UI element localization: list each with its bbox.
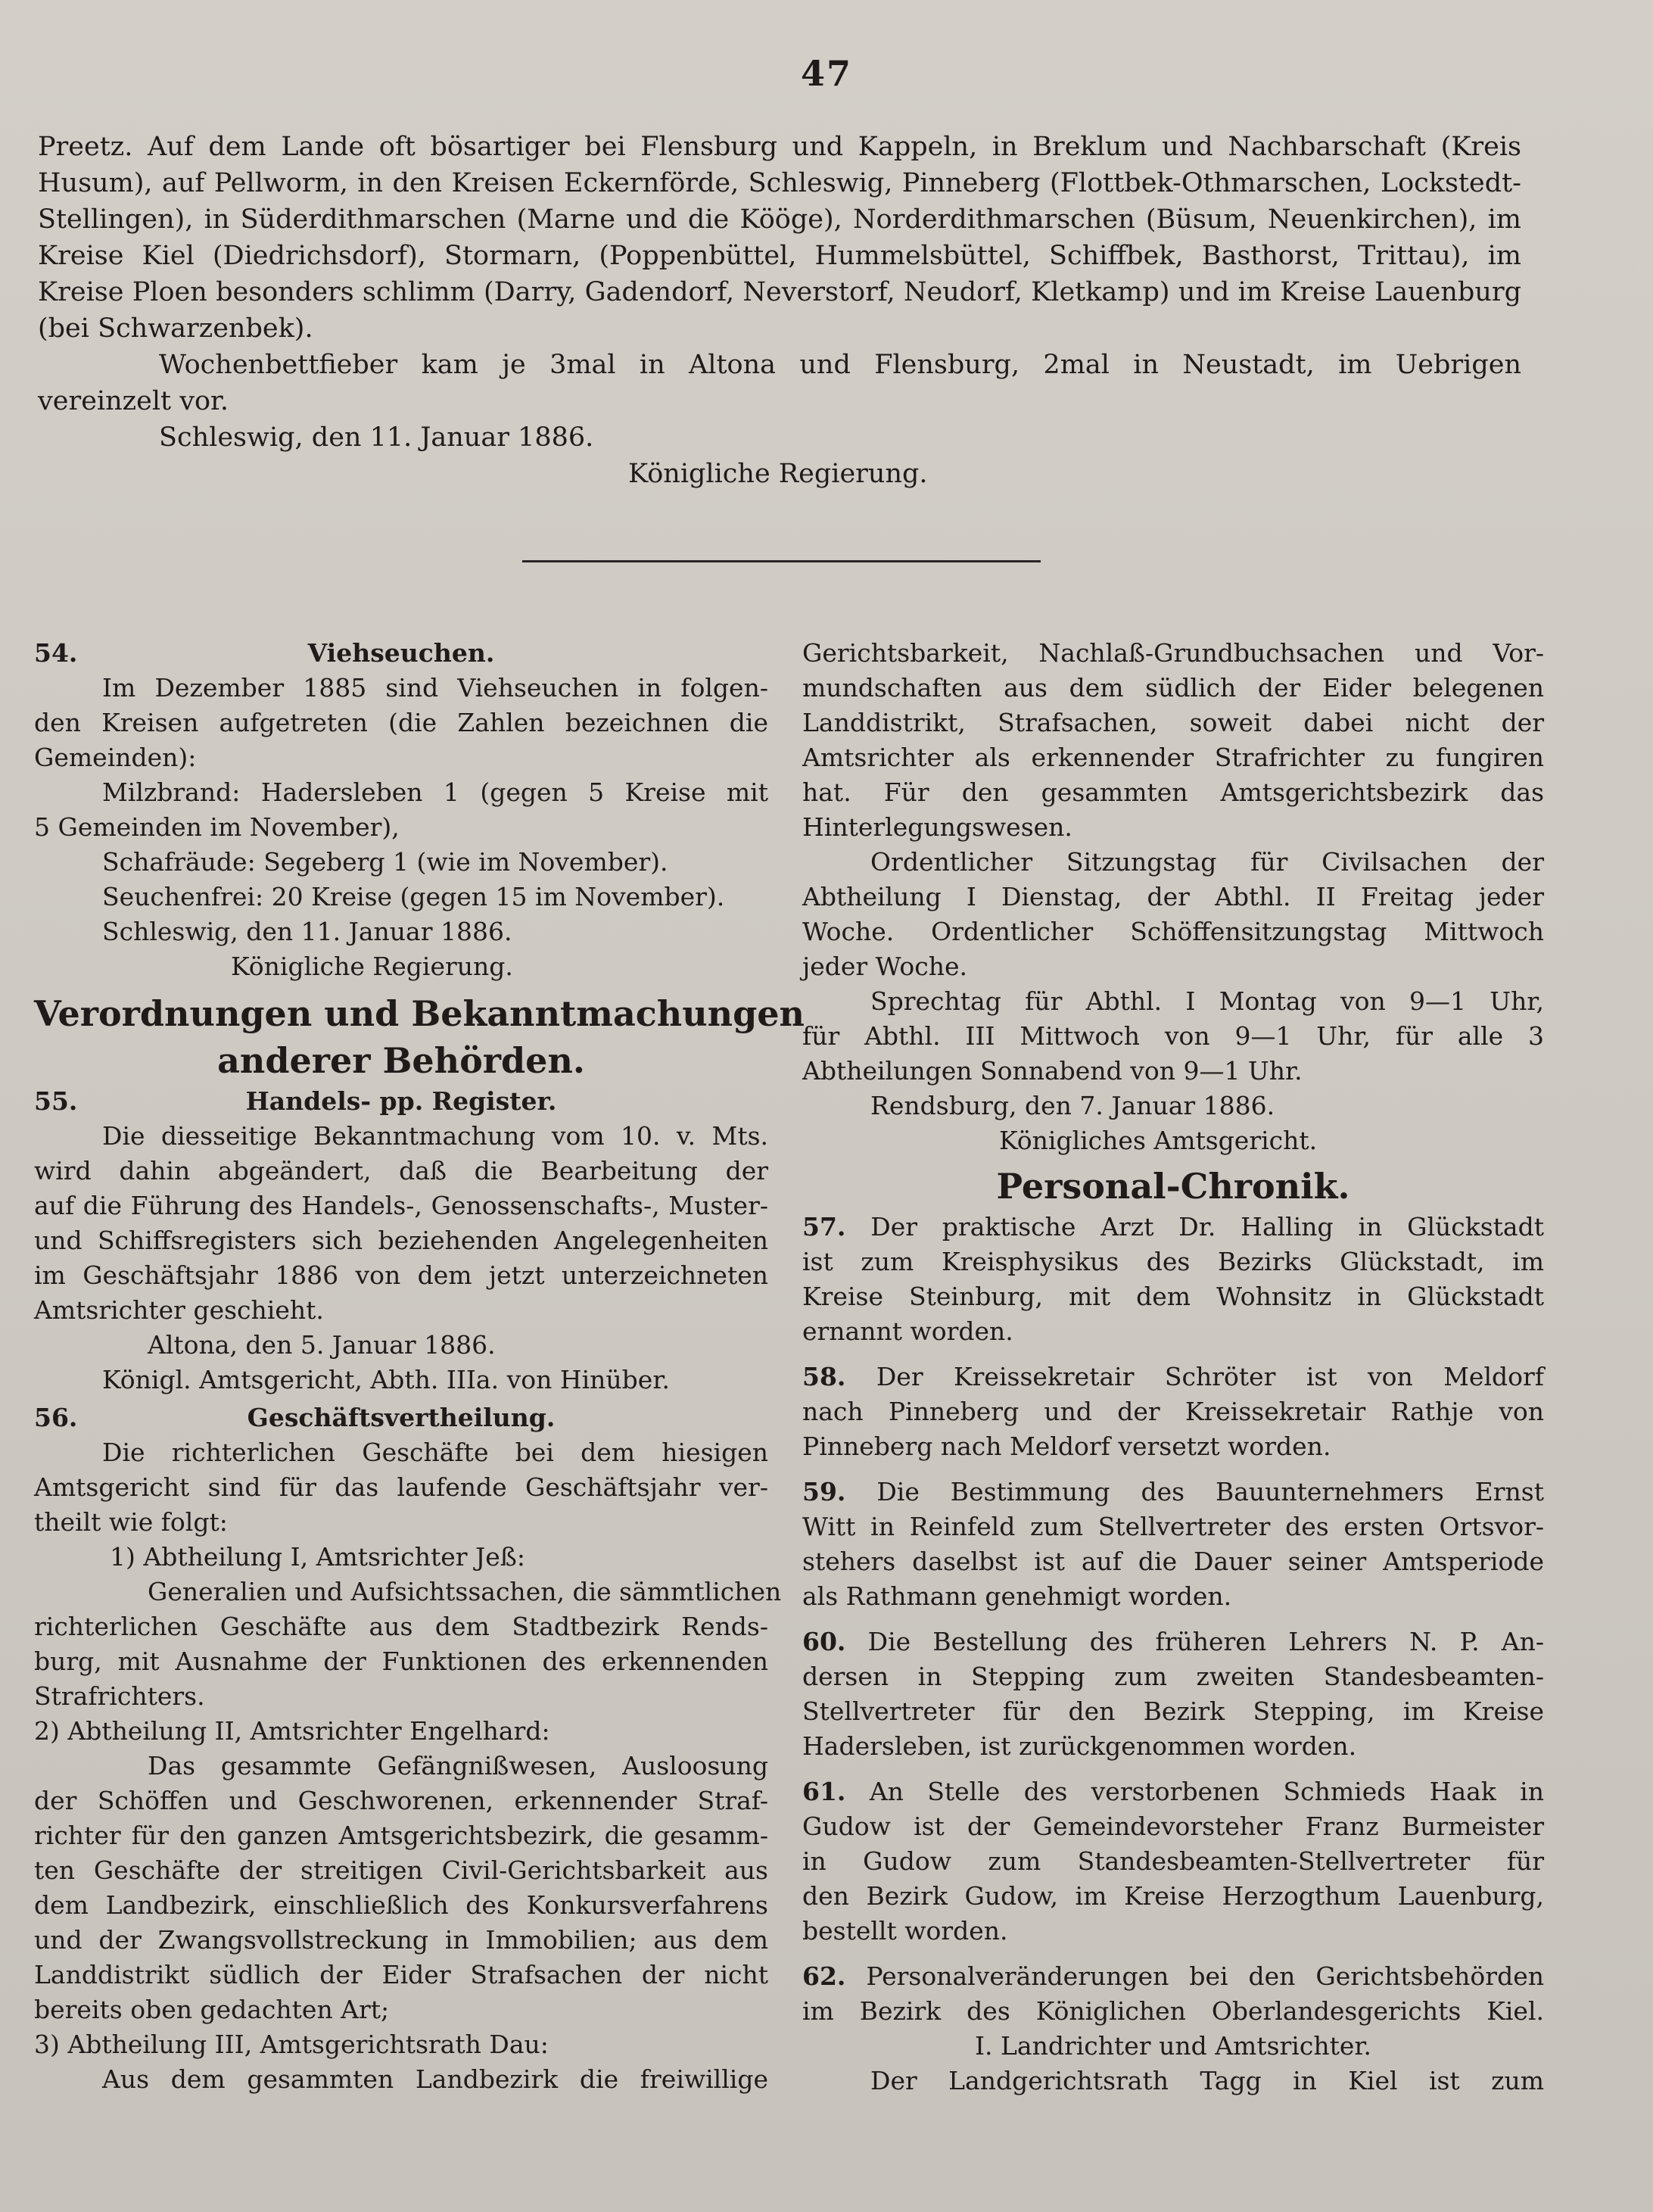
text-line: Hadersleben, ist zurückgenommen worden.: [802, 1731, 1357, 1761]
text-line: 5 Gemeinden im November),: [34, 812, 400, 842]
signature-line: Königliche Regierung.: [231, 952, 513, 981]
date-line: Schleswig, den 11. Januar 1886.: [159, 422, 594, 453]
text-line: Wochenbettfieber kam je 3mal in Altona und Flensburg, 2mal in Neustadt, im Uebrigen: [159, 350, 1521, 380]
section-number: 61.: [802, 1777, 846, 1806]
text-line: Der praktische Arzt Dr. Halling in Glückstadt: [870, 1212, 1544, 1242]
intro-block: [38, 129, 1521, 492]
text-line: Die Bestimmung des Bauunternehmers Ernst: [876, 1477, 1544, 1506]
text-line: Stellingen), in Süderdithmarschen (Marne und die Kööge), Norderdithmarschen (Büsum, Neuenkirchen), im: [38, 204, 1521, 235]
text-line: jeder Woche.: [802, 952, 967, 981]
text-line: im Bezirk des Königlichen Oberlandesgerichts Kiel.: [802, 1996, 1544, 2026]
section-59-first-line: [802, 1475, 1544, 1509]
section-58-first-line: [802, 1360, 1544, 1394]
text-line: nach Pinneberg und der Kreissekretair Rathje von: [802, 1397, 1544, 1426]
text-line: den Bezirk Gudow, im Kreise Herzogthum Lauenburg,: [802, 1881, 1544, 1911]
text-line: stehers daselbst ist auf die Dauer seiner Amtsperiode: [802, 1547, 1544, 1576]
section-title: Viehseuchen.: [307, 638, 495, 668]
section-55-header: [34, 1084, 768, 1119]
section-number: 57.: [802, 1212, 846, 1242]
text-line: und Schiffsregisters sich beziehenden Angelegenheiten: [34, 1226, 768, 1255]
text-line: Pinneberg nach Meldorf versetzt worden.: [802, 1432, 1331, 1461]
text-line: richterlichen Geschäfte aus dem Stadtbezirk Rends-: [34, 1612, 768, 1641]
text-line: Aus dem gesammten Landbezirk die freiwillige: [102, 2064, 768, 2094]
text-line: Kreise Ploen besonders schlimm (Darry, Gadendorf, Neverstorf, Neudorf, Kletkamp) und im Kreise Lauenburg: [38, 277, 1521, 307]
section-54-header: [34, 636, 768, 671]
text-line: Strafrichters.: [34, 1681, 205, 1711]
spacer: [802, 1614, 1544, 1625]
text-line: ist zum Kreisphysikus des Bezirks Glückstadt, im: [802, 1247, 1544, 1276]
text-line: Kreise Steinburg, mit dem Wohnsitz in Glückstadt: [802, 1282, 1544, 1311]
text-line: dersen in Stepping zum zweiten Standesbeamten-: [802, 1662, 1544, 1691]
text-line: für Abthl. III Mittwoch von 9—1 Uhr, für alle 3: [802, 1021, 1544, 1051]
subheading: I. Landrichter und Amtsrichter.: [974, 2031, 1372, 2061]
date-line: Rendsburg, den 7. Januar 1886.: [870, 1091, 1275, 1120]
section-60-first-line: [802, 1625, 1544, 1659]
text-line: mundschaften aus dem südlich der Eider belegenen: [802, 673, 1544, 703]
section-number: 60.: [802, 1627, 846, 1656]
text-line: theilt wie folgt:: [34, 1507, 228, 1537]
text-line: Personalveränderungen bei den Gerichtsbehörden: [866, 1961, 1544, 1991]
text-line: 2) Abtheilung II, Amtsrichter Engelhard:: [34, 1716, 550, 1746]
text-line: Sprechtag für Abthl. I Montag von 9—1 Uhr,: [870, 986, 1544, 1016]
spacer: [802, 1349, 1544, 1360]
section-62-first-line: [802, 1959, 1544, 1994]
section-number: 56.: [34, 1403, 78, 1432]
text-line: richter für den ganzen Amtsgerichtsbezirk, die gesamm-: [34, 1821, 768, 1850]
text-line: Landdistrikt, Strafsachen, soweit dabei nicht der: [802, 708, 1544, 737]
text-line: Der Landgerichtsrath Tagg in Kiel ist zum: [870, 2066, 1544, 2095]
text-line: den Kreisen aufgetreten (die Zahlen bezeichnen die: [34, 708, 768, 737]
text-line: Der Kreissekretair Schröter ist von Meldorf: [876, 1362, 1544, 1391]
text-line: Die Bestellung des früheren Lehrers N. P. An-: [867, 1627, 1545, 1656]
section-number: 55.: [34, 1086, 78, 1116]
text-line: Die diesseitige Bekanntmachung vom 10. v. Mts.: [102, 1121, 768, 1151]
text-line: als Rathmann genehmigt worden.: [802, 1581, 1232, 1611]
section-57-first-line: [802, 1210, 1544, 1245]
section-number: 62.: [802, 1961, 846, 1991]
section-number: 59.: [802, 1477, 846, 1506]
section-number: 58.: [802, 1362, 846, 1391]
spacer: [802, 1464, 1544, 1475]
signature-line: Königliches Amtsgericht.: [999, 1126, 1318, 1155]
text-line: Gemeinden):: [34, 743, 197, 772]
text-line: Hinterlegungswesen.: [802, 812, 1072, 842]
text-line: Stellvertreter für den Bezirk Stepping, im Kreise: [802, 1696, 1544, 1726]
text-line: (bei Schwarzenbek).: [38, 313, 313, 344]
text-line: Das gesammte Gefängnißwesen, Ausloosung: [148, 1751, 768, 1781]
text-line: wird dahin abgeändert, daß die Bearbeitung der: [34, 1156, 768, 1185]
left-column: [34, 636, 805, 2097]
text-line: und der Zwangsvollstreckung in Immobilien; aus dem: [34, 1925, 768, 1955]
text-line: burg, mit Ausnahme der Funktionen des erkennenden: [34, 1647, 768, 1676]
text-line: hat. Für den gesammten Amtsgerichtsbezirk das: [802, 777, 1544, 807]
right-column: [802, 636, 1544, 2098]
text-line: Die richterlichen Geschäfte bei dem hiesigen: [102, 1438, 768, 1467]
text-line: Amtsrichter geschieht.: [34, 1295, 324, 1325]
text-line: Woche. Ordentlicher Schöffensitzungstag Mittwoch: [802, 917, 1544, 946]
text-line: Husum), auf Pellworm, in den Kreisen Eckernförde, Schleswig, Pinneberg (Flottbek-Othmarschen, Lockstedt-: [38, 168, 1521, 198]
text-line: bereits oben gedachten Art;: [34, 1995, 390, 2024]
text-line: bestellt worden.: [802, 1916, 1008, 1946]
divider-rule: [522, 560, 1041, 562]
text-line: Milzbrand: Hadersleben 1 (gegen 5 Kreise mit: [102, 777, 768, 807]
section-title: Handels- pp. Register.: [245, 1086, 557, 1116]
text-line: Abtheilung I Dienstag, der Abthl. II Freitag jeder: [802, 882, 1544, 911]
text-line: 1) Abtheilung I, Amtsrichter Jeß:: [110, 1542, 525, 1572]
text-line: 3) Abtheilung III, Amtsgerichtsrath Dau:: [34, 2030, 549, 2059]
section-heading: anderer Behörden.: [217, 1040, 585, 1081]
text-line: Landdistrikt südlich der Eider Strafsachen der nicht: [34, 1960, 768, 1989]
spacer: [802, 1949, 1544, 1959]
text-line: auf die Führung des Handels-, Genossenschafts-, Muster-: [34, 1191, 768, 1220]
section-title: Geschäftsvertheilung.: [247, 1403, 556, 1432]
text-line: Generalien und Aufsichtssachen, die sämmtlichen: [148, 1577, 782, 1606]
text-line: ten Geschäfte der streitigen Civil-Gerichtsbarkeit aus: [34, 1855, 768, 1885]
text-line: Seuchenfrei: 20 Kreise (gegen 15 im November).: [102, 882, 725, 911]
date-line: Altona, den 5. Januar 1886.: [148, 1330, 496, 1360]
section-61-first-line: [802, 1774, 1544, 1809]
date-line: Schleswig, den 11. Januar 1886.: [102, 917, 512, 946]
text-line: Schafräude: Segeberg 1 (wie im November).: [102, 847, 668, 877]
text-line: Amtsrichter als erkennender Strafrichter zu fungiren: [802, 743, 1544, 772]
text-line: Ordentlicher Sitzungstag für Civilsachen der: [870, 847, 1544, 877]
text-line: Witt in Reinfeld zum Stellvertreter des ersten Ortsvor-: [802, 1512, 1544, 1541]
text-line: Kreise Kiel (Diedrichsdorf), Stormarn, (Poppenbüttel, Hummelsbüttel, Schiffbek, Basthorst, Trittau), im: [38, 241, 1521, 271]
text-line: Amtsgericht sind für das laufende Geschäftsjahr ver-: [34, 1472, 768, 1502]
text-line: An Stelle des verstorbenen Schmieds Haak in: [869, 1777, 1544, 1806]
text-line: der Schöffen und Geschworenen, erkennender Straf-: [34, 1786, 768, 1815]
signature-line: Königl. Amtsgericht, Abth. IIIa. von Hinüber.: [102, 1365, 670, 1394]
text-line: in Gudow zum Standesbeamten-Stellvertreter für: [802, 1846, 1544, 1876]
signature-line: Königliche Regierung.: [628, 459, 928, 489]
text-line: dem Landbezirk, einschließlich des Konkursverfahrens: [34, 1890, 768, 1920]
text-line: Im Dezember 1885 sind Viehseuchen in folgen-: [102, 673, 768, 703]
section-heading: Personal-Chronik.: [996, 1166, 1350, 1207]
text-line: Abtheilungen Sonnabend von 9—1 Uhr.: [802, 1056, 1303, 1086]
text-line: vereinzelt vor.: [38, 386, 229, 416]
text-line: Gerichtsbarkeit, Nachlaß-Grundbuchsachen und Vor-: [802, 638, 1544, 668]
section-number: 54.: [34, 638, 78, 668]
text-line: Preetz. Auf dem Lande oft bösartiger bei Flensburg und Kappeln, in Breklum und Nachbarschaft (Kreis: [38, 132, 1521, 162]
section-56-header: [34, 1400, 768, 1435]
text-line: Gudow ist der Gemeindevorsteher Franz Burmeister: [802, 1812, 1544, 1841]
text-line: ernannt worden.: [802, 1316, 1013, 1346]
page-number: 47: [800, 53, 852, 94]
text-line: im Geschäftsjahr 1886 von dem jetzt unterzeichneten: [34, 1260, 768, 1290]
section-heading: Verordnungen und Bekanntmachungen: [34, 993, 805, 1034]
spacer: [802, 1764, 1544, 1774]
